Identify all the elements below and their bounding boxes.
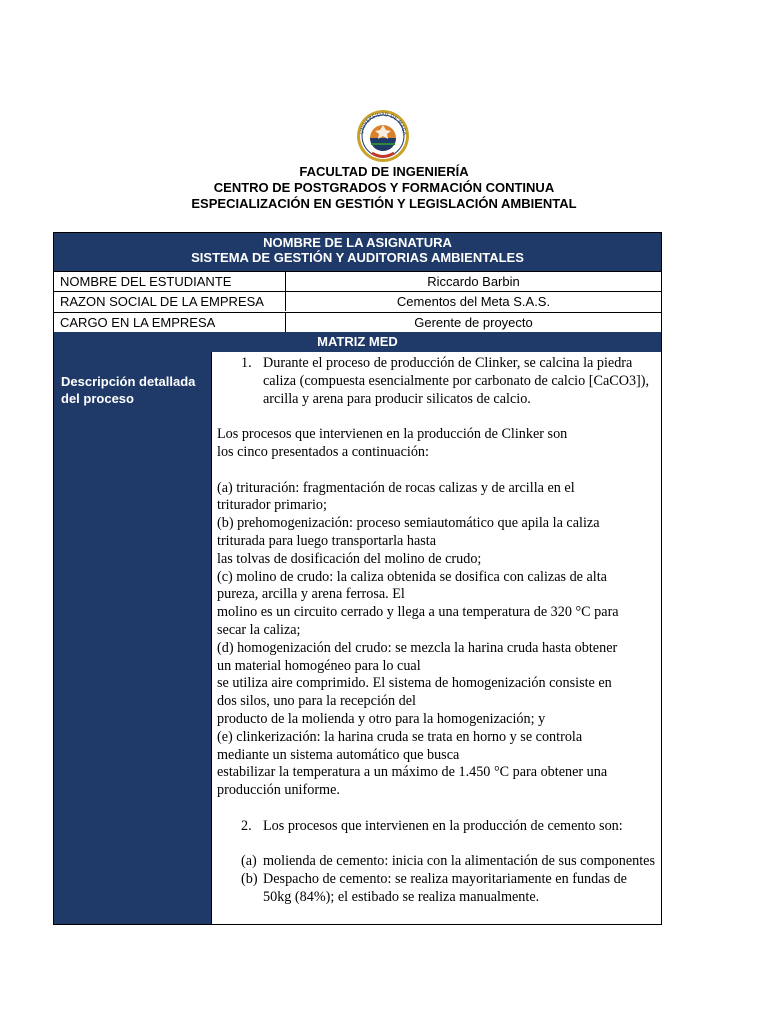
table-row <box>54 312 661 332</box>
paragraph-line: (b) prehomogenización: proceso semiautomático que apila la caliza <box>217 515 600 532</box>
student-name-label: NOMBRE DEL ESTUDIANTE <box>60 274 232 289</box>
paragraph-line: se utiliza aire comprimido. El sistema de homogenización consiste en <box>217 675 612 692</box>
paragraph-line: secar la caliza; <box>217 621 301 638</box>
process-label-line1: Descripción detallada <box>61 374 196 389</box>
list-item-text: Los procesos que intervienen en la producción de cemento son: <box>263 817 623 834</box>
sub-list-text: molienda de cemento: inicia con la alimentación de sus componentes <box>263 853 655 870</box>
job-title-label: CARGO EN LA EMPRESA <box>60 315 216 330</box>
list-number: 1. <box>241 355 252 371</box>
process-description <box>217 355 657 907</box>
paragraph-line: (a) trituración: fragmentación de rocas calizas y de arcilla en el <box>217 479 575 496</box>
list-number: 2. <box>241 817 252 834</box>
paragraph-line: producción uniforme. <box>217 782 340 799</box>
process-description-label <box>61 373 195 407</box>
paragraph-line: triturador primario; <box>217 497 327 514</box>
center-title: CENTRO DE POSTGRADOS Y FORMACIÓN CONTINUA <box>213 180 555 195</box>
paragraph-line: un material homogéneo para lo cual <box>217 657 421 674</box>
paragraph-line: (e) clinkerización: la harina cruda se trata en horno y se controla <box>217 728 583 745</box>
sub-list-marker: (b) <box>241 871 258 888</box>
paragraph-line: producto de la molienda y otro para la homogenización; y <box>217 710 546 727</box>
subject-header <box>54 233 661 271</box>
sub-list-marker: (a) <box>241 853 257 870</box>
paragraph-line: las tolvas de dosificación del molino de crudo; <box>217 550 482 567</box>
process-label-cell <box>54 352 211 924</box>
paragraph-line: mediante un sistema automático que busca <box>217 746 460 763</box>
company-name-value: Cementos del Meta S.A.S. <box>396 294 551 309</box>
student-name-value: Riccardo Barbin <box>427 274 520 289</box>
sub-list-item <box>217 853 657 871</box>
process-label-line2: del proceso <box>61 391 134 406</box>
paragraph-line: estabilizar la temperatura a un máximo de 1.450 °C para obtener una <box>217 764 608 781</box>
column-divider <box>211 352 212 924</box>
matrix-title: MATRIZ MED <box>54 332 661 352</box>
list-item <box>217 355 657 408</box>
subject-name: SISTEMA DE GESTIÓN Y AUDITORIAS AMBIENTALES <box>191 250 524 265</box>
sub-list-item <box>217 871 657 907</box>
subject-header-label: NOMBRE DE LA ASIGNATURA <box>263 235 452 250</box>
paragraph-line: los cinco presentados a continuación: <box>217 443 429 460</box>
university-logo <box>355 108 411 164</box>
program-title: ESPECIALIZACIÓN EN GESTIÓN Y LEGISLACIÓN AMBIENTAL <box>191 196 577 211</box>
course-form-table <box>53 232 662 925</box>
paragraph-line: dos silos, uno para la recepción del <box>217 693 416 710</box>
seal-text: UNIVERSIDAD DE MAGA <box>359 111 408 136</box>
company-name-label: RAZON SOCIAL DE LA EMPRESA <box>60 294 264 309</box>
job-title-value: Gerente de proyecto <box>414 315 533 330</box>
paragraph-line: (c) molino de crudo: la caliza obtenida se dosifica con calizas de alta <box>217 568 607 585</box>
paragraph-line: (d) homogenización del crudo: se mezcla la harina cruda hasta obtener <box>217 639 618 656</box>
faculty-title: FACULTAD DE INGENIERÍA <box>299 164 469 179</box>
table-row <box>54 271 661 291</box>
paragraph-line: triturada para luego transportarla hasta <box>217 532 437 549</box>
list-item-text: Durante el proceso de producción de Clinker, se calcina la piedra caliza (compuesta esencialmente por carbonato de calcio [CaCO3]), arcilla y arena para producir silicatos de calcio. <box>263 355 650 407</box>
university-seal-icon <box>355 108 411 164</box>
sub-list-text: Despacho de cemento: se realiza mayoritariamente en fundas de 50kg (84%); el estibado se realiza manualmente. <box>263 871 627 905</box>
table-row <box>54 291 661 311</box>
paragraph-line: molino es un circuito cerrado y llega a una temperatura de 320 °C para <box>217 604 619 621</box>
paragraph-line: Los procesos que intervienen en la producción de Clinker son <box>217 426 568 443</box>
list-item <box>217 818 657 836</box>
paragraph-line: pureza, arcilla y arena ferrosa. El <box>217 586 405 603</box>
